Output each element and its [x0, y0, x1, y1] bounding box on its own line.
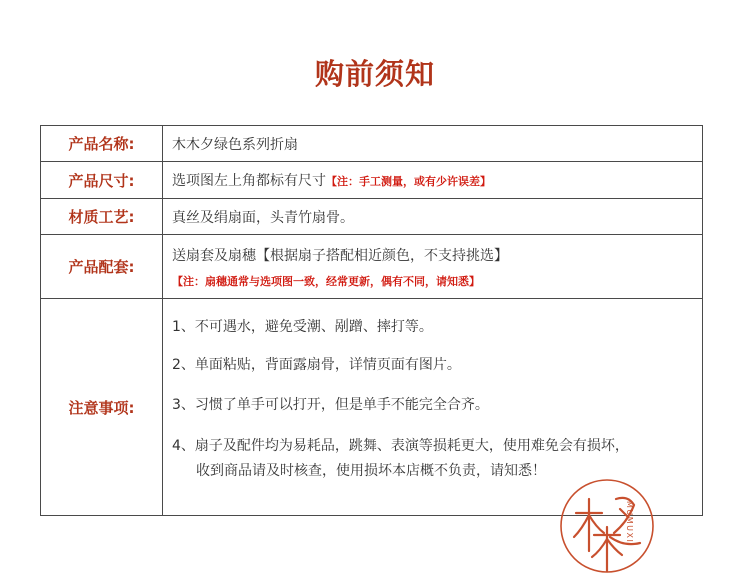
page-title: 购前须知 — [314, 57, 435, 91]
brand-seal-text — [617, 501, 634, 561]
row-notes — [41, 299, 702, 544]
product-info-table — [40, 125, 703, 544]
notes-item: 1、不可遇水，避免受潮、剐蹭、摔打等。 — [172, 319, 433, 335]
notes-item-continuation: 收到商品请及时核查，使用损坏本店概不负责，请知悉！ — [196, 463, 546, 479]
label-material: 材质工艺: — [41, 199, 163, 234]
label-product-name: 产品名称: — [41, 126, 163, 161]
row-accessories — [41, 235, 702, 299]
notes-item: 4、扇子及配件均为易耗品，跳舞、表演等损耗更大，使用难免会有损坏， — [172, 438, 629, 454]
label-accessories: 产品配套: — [41, 235, 163, 298]
value-product-size: 选项图左上角都标有尺寸 — [172, 173, 326, 189]
note-accessories: 【注：扇穗通常与选项图一致，经常更新，偶有不同，请知悉】 — [172, 274, 480, 288]
label-product-size: 产品尺寸: — [41, 162, 163, 198]
row-material — [41, 199, 702, 235]
notes-item: 3、习惯了单手可以打开，但是单手不能完全合齐。 — [172, 397, 489, 413]
value-material: 真丝及绢扇面，头青竹扇骨。 — [172, 209, 354, 226]
value-product-name: 木木夕绿色系列折扇 — [172, 136, 298, 153]
row-product-size — [41, 162, 702, 199]
label-notes: 注意事项: — [41, 299, 163, 515]
seal-text: MUMUXI — [625, 501, 634, 544]
row-product-name — [41, 126, 702, 162]
value-accessories: 送扇套及扇穗【根据扇子搭配相近颜色，不支持挑选】 — [172, 247, 508, 264]
notes-item: 2、单面粘贴，背面露扇骨，详情页面有图片。 — [172, 357, 461, 373]
brand-seal-logo — [558, 477, 656, 575]
note-product-size: 【注：手工测量，或有少许误差】 — [326, 175, 491, 188]
